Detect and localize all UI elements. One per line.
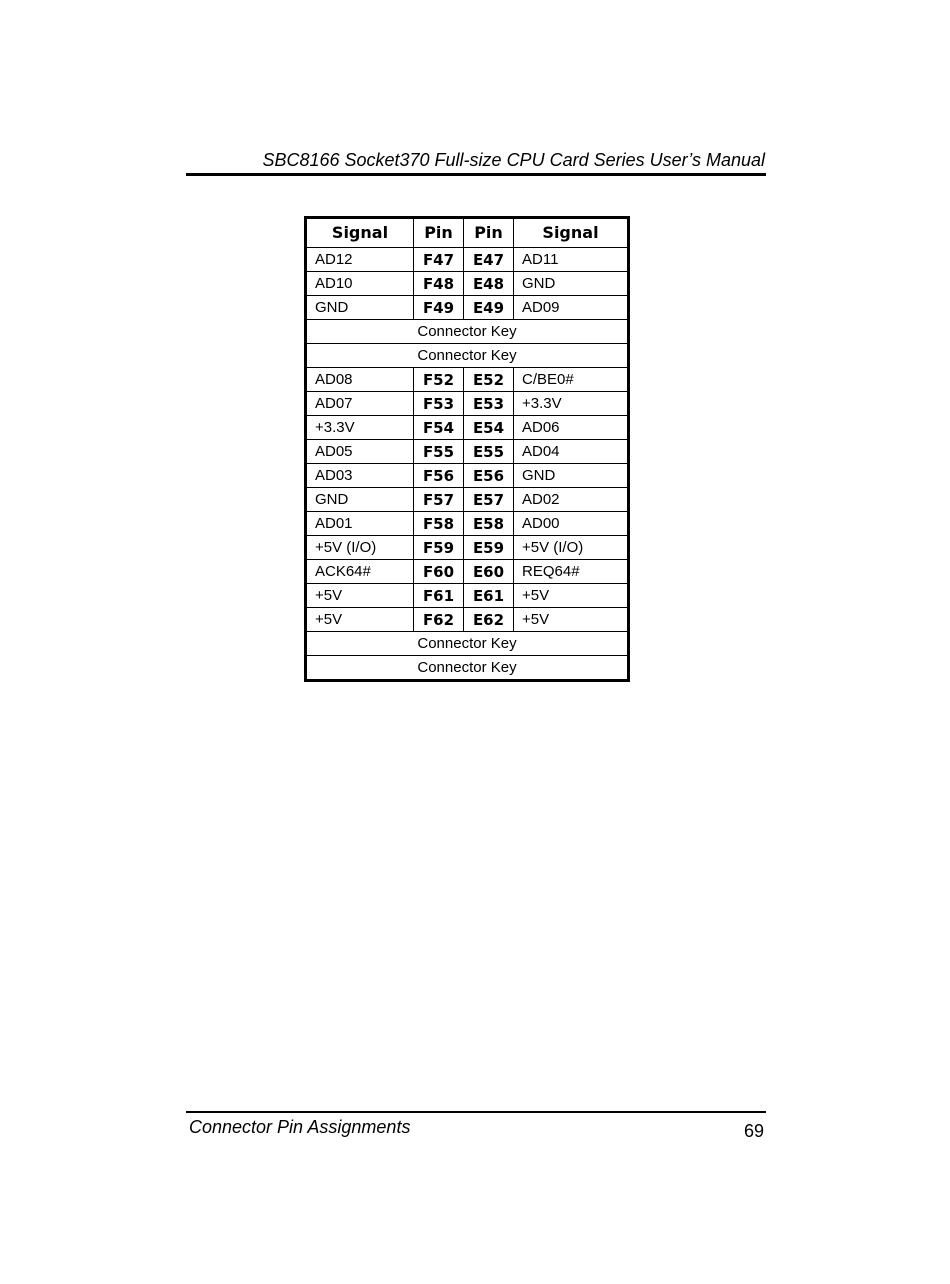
- pin-right-cell: E56: [464, 464, 514, 488]
- signal-left-cell: +3.3V: [306, 416, 414, 440]
- signal-right-cell: +5V (I/O): [514, 536, 629, 560]
- signal-right-cell: AD02: [514, 488, 629, 512]
- signal-right-cell: AD04: [514, 440, 629, 464]
- pin-right-cell: E53: [464, 392, 514, 416]
- table-row: [306, 512, 629, 536]
- table-row: [306, 416, 629, 440]
- signal-left-cell: ACK64#: [306, 560, 414, 584]
- table-row: [306, 248, 629, 272]
- signal-left-cell: GND: [306, 488, 414, 512]
- signal-left-cell: +5V: [306, 608, 414, 632]
- signal-left-cell: AD03: [306, 464, 414, 488]
- connector-key-label: Connector Key: [306, 344, 629, 368]
- table-row: [306, 584, 629, 608]
- pin-left-cell: F57: [414, 488, 464, 512]
- signal-right-cell: GND: [514, 272, 629, 296]
- signal-right-cell: AD11: [514, 248, 629, 272]
- signal-left-cell: AD08: [306, 368, 414, 392]
- pin-right-cell: E58: [464, 512, 514, 536]
- table-row: [306, 392, 629, 416]
- table-row: [306, 608, 629, 632]
- header-pin-left: Pin: [414, 218, 464, 248]
- signal-right-cell: AD06: [514, 416, 629, 440]
- signal-right-cell: +5V: [514, 608, 629, 632]
- header-signal-left: Signal: [306, 218, 414, 248]
- pin-left-cell: F49: [414, 296, 464, 320]
- signal-right-cell: AD09: [514, 296, 629, 320]
- connector-key-label: Connector Key: [306, 320, 629, 344]
- pin-left-cell: F59: [414, 536, 464, 560]
- page-number: 69: [743, 1121, 764, 1141]
- signal-left-cell: AD12: [306, 248, 414, 272]
- pin-left-cell: F61: [414, 584, 464, 608]
- footer-section-title: Connector Pin Assignments: [189, 1117, 411, 1137]
- connector-key-label: Connector Key: [306, 632, 629, 656]
- footer-rule: [186, 1111, 766, 1113]
- pin-left-cell: F54: [414, 416, 464, 440]
- signal-right-cell: C/BE0#: [514, 368, 629, 392]
- pin-left-cell: F60: [414, 560, 464, 584]
- signal-left-cell: GND: [306, 296, 414, 320]
- connector-key-row: [306, 656, 629, 681]
- signal-left-cell: AD05: [306, 440, 414, 464]
- signal-right-cell: +3.3V: [514, 392, 629, 416]
- pin-left-cell: F55: [414, 440, 464, 464]
- table-row: [306, 488, 629, 512]
- signal-left-cell: AD01: [306, 512, 414, 536]
- pin-left-cell: F56: [414, 464, 464, 488]
- table-row: [306, 440, 629, 464]
- signal-left-cell: AD10: [306, 272, 414, 296]
- table-row: [306, 296, 629, 320]
- signal-left-cell: +5V: [306, 584, 414, 608]
- pin-assignment-table: [304, 216, 630, 682]
- connector-key-row: [306, 344, 629, 368]
- pin-right-cell: E59: [464, 536, 514, 560]
- header-pin-right: Pin: [464, 218, 514, 248]
- pin-right-cell: E49: [464, 296, 514, 320]
- pin-right-cell: E62: [464, 608, 514, 632]
- pin-left-cell: F62: [414, 608, 464, 632]
- signal-left-cell: +5V (I/O): [306, 536, 414, 560]
- pin-left-cell: F58: [414, 512, 464, 536]
- pin-right-cell: E54: [464, 416, 514, 440]
- connector-key-label: Connector Key: [306, 656, 629, 681]
- signal-right-cell: +5V: [514, 584, 629, 608]
- pin-right-cell: E52: [464, 368, 514, 392]
- signal-right-cell: REQ64#: [514, 560, 629, 584]
- table-row: [306, 464, 629, 488]
- table-row: [306, 536, 629, 560]
- page-header-title: SBC8166 Socket370 Full-size CPU Card Series User’s Manual: [262, 150, 765, 170]
- connector-key-row: [306, 320, 629, 344]
- pin-left-cell: F48: [414, 272, 464, 296]
- pin-right-cell: E48: [464, 272, 514, 296]
- signal-right-cell: AD00: [514, 512, 629, 536]
- signal-left-cell: AD07: [306, 392, 414, 416]
- pin-right-cell: E60: [464, 560, 514, 584]
- pin-right-cell: E47: [464, 248, 514, 272]
- table-row: [306, 368, 629, 392]
- table-body: [306, 248, 629, 681]
- table-row: [306, 560, 629, 584]
- connector-key-row: [306, 632, 629, 656]
- table-row: [306, 272, 629, 296]
- pin-right-cell: E61: [464, 584, 514, 608]
- header-signal-right: Signal: [514, 218, 629, 248]
- header-rule: [186, 173, 766, 176]
- pin-right-cell: E57: [464, 488, 514, 512]
- signal-right-cell: GND: [514, 464, 629, 488]
- pin-right-cell: E55: [464, 440, 514, 464]
- pin-left-cell: F47: [414, 248, 464, 272]
- pin-left-cell: F53: [414, 392, 464, 416]
- table-header-row: [306, 218, 629, 248]
- pin-left-cell: F52: [414, 368, 464, 392]
